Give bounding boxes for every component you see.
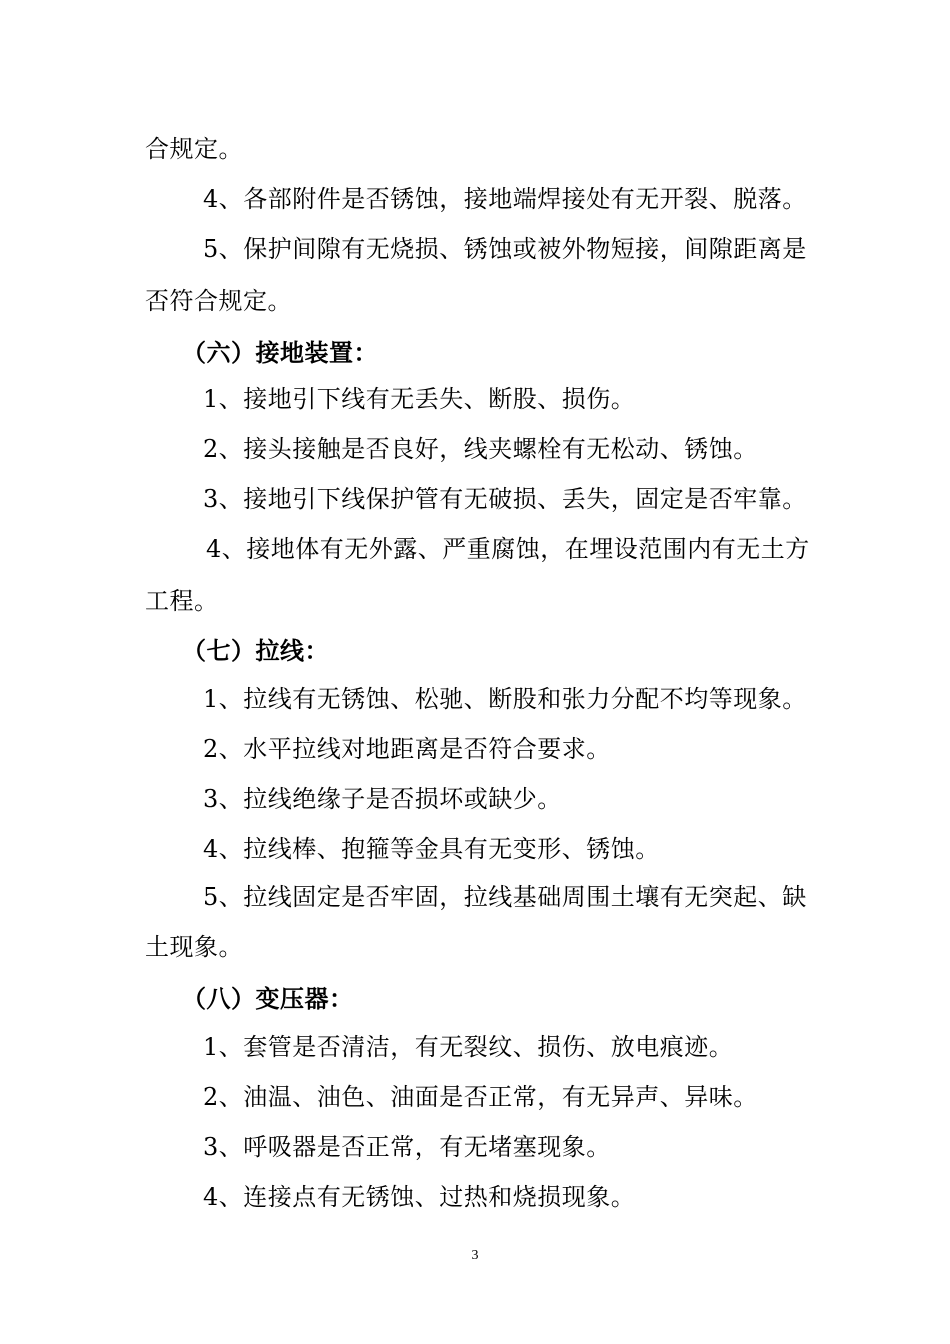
- paragraph-line: 3、呼吸器是否正常，有无堵塞现象。: [203, 1133, 611, 1161]
- paragraph-line: 4、连接点有无锈蚀、过热和烧损现象。: [203, 1183, 636, 1211]
- paragraph-line: 4、接地体有无外露、严重腐蚀，在埋设范围内有无土方: [206, 535, 810, 563]
- page-number: 3: [471, 1248, 479, 1263]
- paragraph-line: 3、拉线绝缘子是否损坏或缺少。: [203, 785, 562, 813]
- paragraph-line: 1、接地引下线有无丢失、断股、损伤。: [203, 385, 636, 413]
- section-heading: （七）拉线：: [182, 637, 329, 665]
- section-heading: （六）接地装置：: [182, 339, 378, 367]
- paragraph-line: 土现象。: [145, 933, 243, 961]
- paragraph-line: 3、接地引下线保护管有无破损、丢失，固定是否牢靠。: [203, 485, 807, 513]
- paragraph-line: 1、拉线有无锈蚀、松驰、断股和张力分配不均等现象。: [203, 685, 807, 713]
- paragraph-line: 否符合规定。: [145, 287, 292, 315]
- paragraph-line: 2、油温、油色、油面是否正常，有无异声、异味。: [203, 1083, 758, 1111]
- paragraph-line: 5、保护间隙有无烧损、锈蚀或被外物短接，间隙距离是: [203, 235, 807, 263]
- paragraph-line: 合规定。: [145, 135, 243, 163]
- section-heading: （八）变压器：: [182, 985, 354, 1013]
- paragraph-line: 工程。: [145, 587, 219, 615]
- paragraph-line: 2、接头接触是否良好，线夹螺栓有无松动、锈蚀。: [203, 435, 758, 463]
- paragraph-line: 5、拉线固定是否牢固，拉线基础周围土壤有无突起、缺: [203, 883, 807, 911]
- paragraph-line: 4、拉线棒、抱箍等金具有无变形、锈蚀。: [203, 835, 660, 863]
- paragraph-line: 1、套管是否清洁，有无裂纹、损伤、放电痕迹。: [203, 1033, 734, 1061]
- paragraph-line: 4、各部附件是否锈蚀，接地端焊接处有无开裂、脱落。: [203, 185, 807, 213]
- paragraph-line: 2、水平拉线对地距离是否符合要求。: [203, 735, 611, 763]
